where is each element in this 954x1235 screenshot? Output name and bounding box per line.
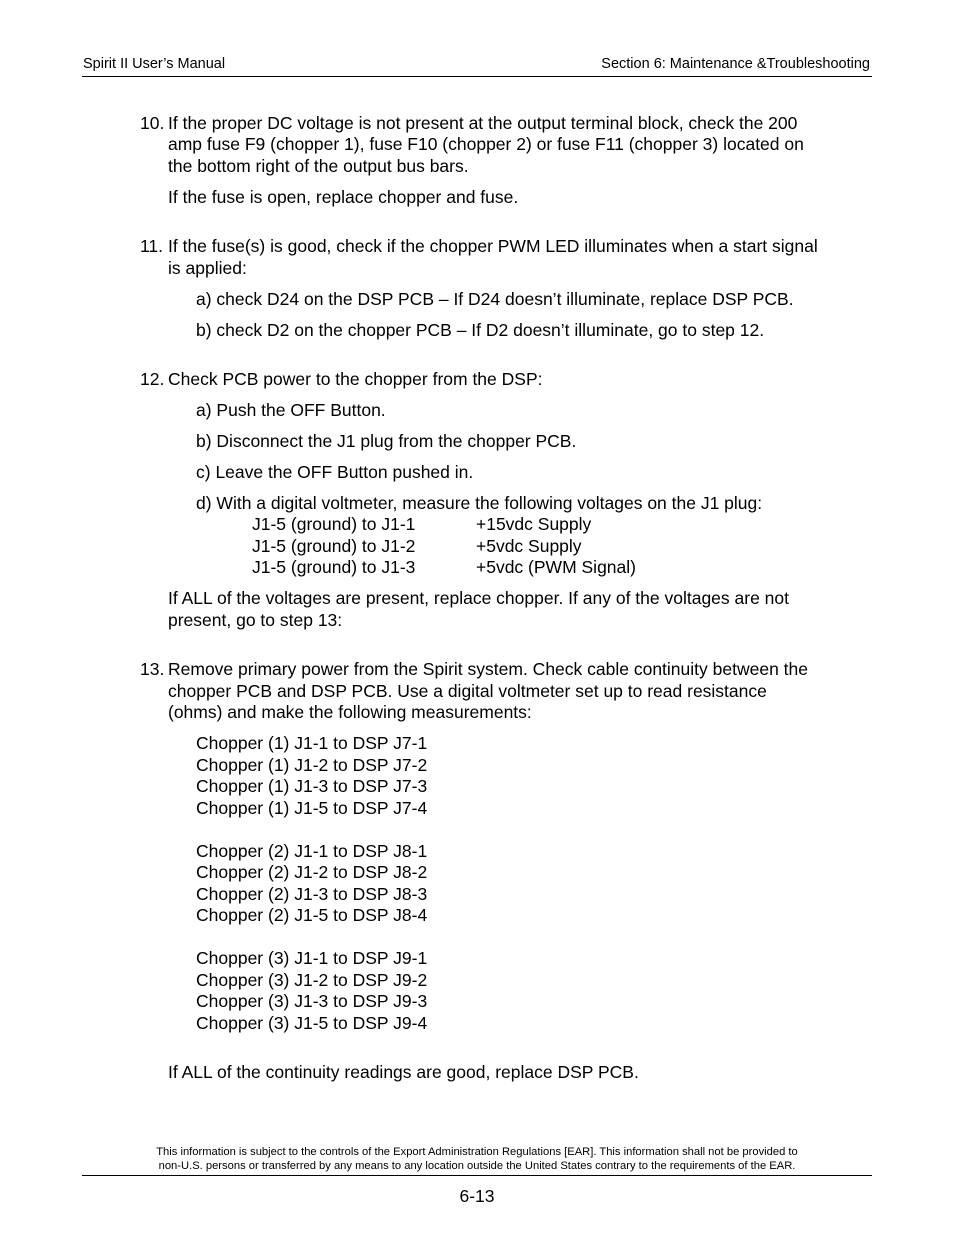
continuity-check-3-4: Chopper (3) J1-5 to DSP J9-4 <box>196 1013 428 1033</box>
step-13-line-3: (ohms) and make the following measurements: <box>168 702 532 722</box>
step-11-number: 11. <box>140 236 164 256</box>
step-12-number: 12. <box>140 369 165 389</box>
continuity-check-1-1: Chopper (1) J1-1 to DSP J7-1 <box>196 733 428 753</box>
continuity-check-1-4: Chopper (1) J1-5 to DSP J7-4 <box>196 798 428 818</box>
step-10-note: If the fuse is open, replace chopper and fuse. <box>168 187 519 207</box>
continuity-check-3-2: Chopper (3) J1-2 to DSP J9-2 <box>196 970 428 990</box>
measurement-points-3: J1-5 (ground) to J1-3 <box>252 557 416 577</box>
continuity-check-2-2: Chopper (2) J1-2 to DSP J8-2 <box>196 862 428 882</box>
footer-rule <box>82 1175 872 1176</box>
export-notice-line-1: This information is subject to the controls of the Export Administration Regulations [EAR]. This information shall not be provided to <box>156 1146 798 1158</box>
export-notice-line-2: non-U.S. persons or transferred by any means to any location outside the United States contrary to the requirements of the EAR. <box>158 1160 796 1172</box>
header-rule <box>82 76 872 77</box>
header-section-title: Section 6: Maintenance &Troubleshooting <box>601 56 870 72</box>
header-manual-title: Spirit II User’s Manual <box>83 56 226 72</box>
measurement-value-2: +5vdc Supply <box>476 536 582 556</box>
step-13-line-1: Remove primary power from the Spirit system. Check cable continuity between the <box>168 659 808 679</box>
continuity-check-2-3: Chopper (2) J1-3 to DSP J8-3 <box>196 884 428 904</box>
continuity-check-1-3: Chopper (1) J1-3 to DSP J7-3 <box>196 776 428 796</box>
step-11-sub-a: a) check D24 on the DSP PCB – If D24 doesn’t illuminate, replace DSP PCB. <box>196 289 794 309</box>
step-10-line-3: the bottom right of the output bus bars. <box>168 156 469 176</box>
step-12-line: Check PCB power to the chopper from the DSP: <box>168 369 543 389</box>
step-13-line-2: chopper PCB and DSP PCB. Use a digital voltmeter set up to read resistance <box>168 681 767 701</box>
step-13-number: 13. <box>140 659 165 679</box>
step-11-sub-b: b) check D2 on the chopper PCB – If D2 doesn’t illuminate, go to step 12. <box>196 320 765 340</box>
step-12-note-line-1: If ALL of the voltages are present, replace chopper. If any of the voltages are not <box>168 588 790 608</box>
continuity-check-2-1: Chopper (2) J1-1 to DSP J8-1 <box>196 841 428 861</box>
measurement-value-1: +15vdc Supply <box>476 514 592 534</box>
step-11-line-2: is applied: <box>168 258 247 278</box>
step-12-note-line-2: present, go to step 13: <box>168 610 343 630</box>
step-12-sub-a: a) Push the OFF Button. <box>196 400 386 420</box>
step-10-number: 10. <box>140 113 165 133</box>
continuity-check-3-3: Chopper (3) J1-3 to DSP J9-3 <box>196 991 428 1011</box>
step-12-sub-b: b) Disconnect the J1 plug from the chopper PCB. <box>196 431 577 451</box>
step-10-line-2: amp fuse F9 (chopper 1), fuse F10 (chopper 2) or fuse F11 (chopper 3) located on <box>168 134 804 154</box>
step-12-sub-c: c) Leave the OFF Button pushed in. <box>196 462 474 482</box>
measurement-points-1: J1-5 (ground) to J1-1 <box>252 514 416 534</box>
continuity-check-1-2: Chopper (1) J1-2 to DSP J7-2 <box>196 755 428 775</box>
continuity-check-2-4: Chopper (2) J1-5 to DSP J8-4 <box>196 905 428 925</box>
step-10-line-1: If the proper DC voltage is not present at the output terminal block, check the 200 <box>168 113 798 133</box>
step-12-sub-d: d) With a digital voltmeter, measure the following voltages on the J1 plug: <box>196 493 763 513</box>
step-13-note: If ALL of the continuity readings are good, replace DSP PCB. <box>168 1062 639 1082</box>
measurement-points-2: J1-5 (ground) to J1-2 <box>252 536 416 556</box>
step-11-line-1: If the fuse(s) is good, check if the chopper PWM LED illuminates when a start signal <box>168 236 818 256</box>
page-number: 6-13 <box>459 1186 495 1206</box>
continuity-check-3-1: Chopper (3) J1-1 to DSP J9-1 <box>196 948 428 968</box>
measurement-value-3: +5vdc (PWM Signal) <box>476 557 636 577</box>
